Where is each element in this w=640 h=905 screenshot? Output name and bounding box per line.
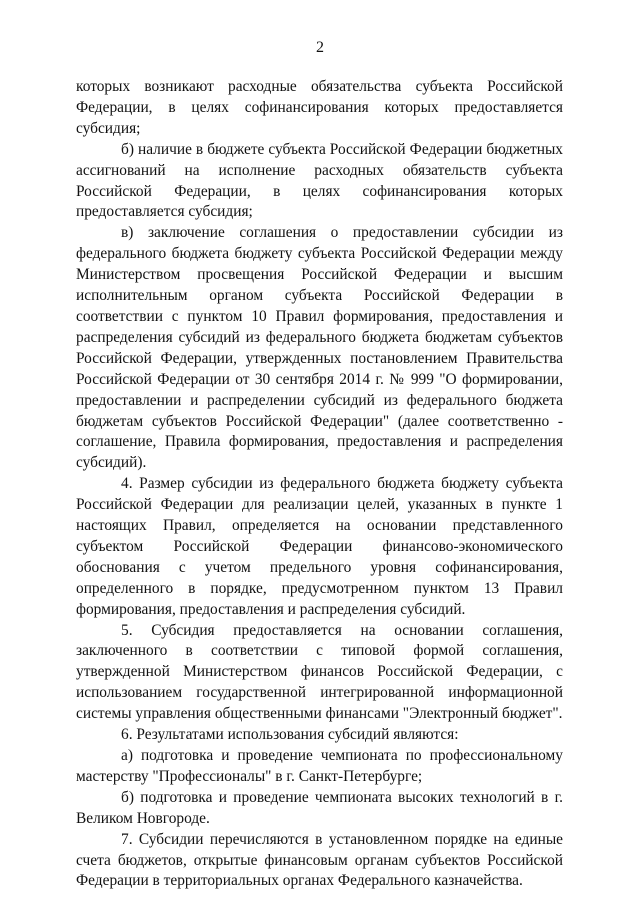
paragraph-continuation: которых возникают расходные обязательства субъекта Российской Федерации, в целях софинансирования которых предоставляется субсидия; <box>76 78 563 137</box>
paragraph-6a: а) подготовка и проведение чемпионата по профессиональному мастерству "Профессионалы" в г. Санкт-Петербурге; <box>76 747 563 785</box>
paragraph-item-b: б) наличие в бюджете субъекта Российской Федерации бюджетных ассигнований на исполнение расходных обязательств субъекта Российской Федерации, в целях софинансирования которых предоставляется субсидия; <box>76 140 563 221</box>
page-number: 2 <box>316 39 324 56</box>
paragraph-item-v: в) заключение соглашения о предоставлении субсидии из федерального бюджета бюджету субъекта Российской Федерации между Министерством просвещения Российской Федерации и высшим исполнительным органом субъекта Российской Федерации в соответствии с пунктом 10 Правил формирования, предоставления и распределения субсидий из федерального бюджета бюджетам субъектов Российской Федерации, утвержденных постановлением Правительства Российской Федерации от 30 сентября 2014 г. № 999 "О формировании, предоставлении и распределении субсидий из федерального бюджета бюджетам субъектов Российской Федерации" (далее соответственно - соглашение, Правила формирования, предоставления и распределения субсидий). <box>76 224 563 472</box>
document-body <box>76 77 563 892</box>
paragraph-6: 6. Результатами использования субсидий являются: <box>121 726 459 744</box>
paragraph-7: 7. Субсидии перечисляются в установленном порядке на единые счета бюджетов, открытые финансовым органам субъектов Российской Федерации в территориальных органах Федерального казначейства. <box>76 830 563 890</box>
paragraph-6b: б) подготовка и проведение чемпионата высоких технологий в г. Великом Новгороде. <box>76 788 563 827</box>
paragraph-4: 4. Размер субсидии из федерального бюджета бюджету субъекта Российской Федерации для реализации целей, указанных в пункте 1 настоящих Правил, определяется на основании представленного субъектом Российской Федерации финансово-экономического обоснования с учетом предельного уровня софинансирования, определенного в порядке, предусмотренном пунктом 13 Правил формирования, предоставления и распределения субсидий. <box>76 475 563 618</box>
paragraph-5: 5. Субсидия предоставляется на основании соглашения, заключенного в соответствии с типовой формой соглашения, утвержденной Министерством финансов Российской Федерации, с использованием государственной интегрированной информационной системы управления общественными финансами "Электронный бюджет". <box>76 621 563 723</box>
